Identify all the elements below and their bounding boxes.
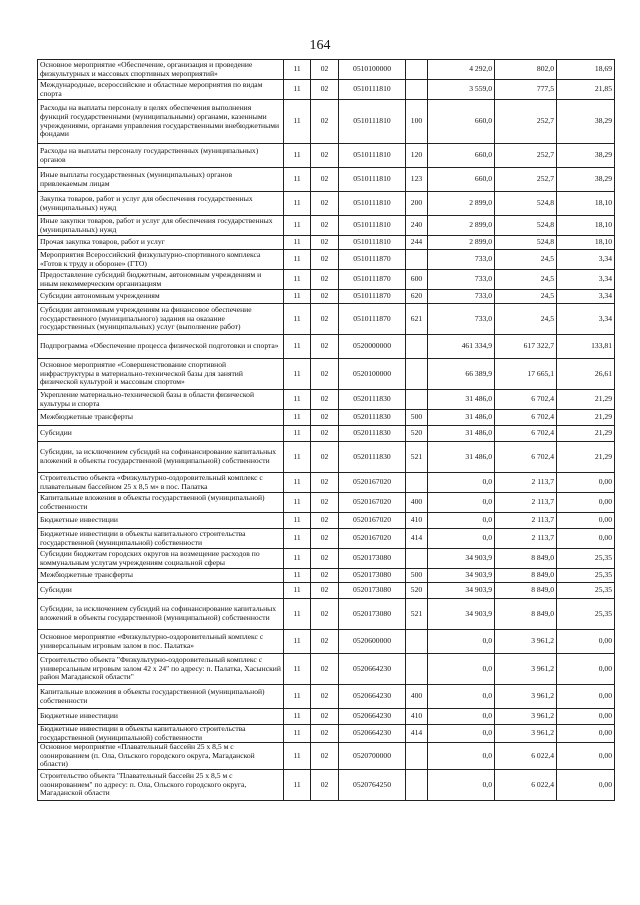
row-executed-cell: 6 702,4	[495, 442, 557, 473]
table-row	[38, 769, 615, 800]
row-razdel-cell: 11	[284, 654, 311, 685]
row-plan-cell: 31 486,0	[428, 390, 495, 410]
row-razdel-cell: 11	[284, 473, 311, 493]
row-executed-cell: 252,7	[495, 168, 557, 192]
row-podrazdel-cell: 02	[311, 529, 339, 549]
budget-table	[37, 59, 615, 801]
table-row	[38, 529, 615, 549]
row-name-cell: Бюджетные инвестиции	[38, 709, 284, 725]
row-razdel-cell: 11	[284, 192, 311, 216]
row-podrazdel-cell: 02	[311, 513, 339, 529]
row-executed-cell: 8 849,0	[495, 549, 557, 569]
row-percent-cell: 25,35	[557, 569, 615, 583]
row-target-article-cell: 0520600000	[339, 630, 406, 654]
row-percent-cell: 21,29	[557, 390, 615, 410]
row-podrazdel-cell: 02	[311, 192, 339, 216]
row-name-cell: Бюджетные инвестиции в объекты капитального строительства государственной (муниципальной) собственности	[38, 529, 284, 549]
row-razdel-cell: 11	[284, 549, 311, 569]
row-podrazdel-cell: 02	[311, 442, 339, 473]
row-plan-cell: 0,0	[428, 493, 495, 513]
row-razdel-cell: 11	[284, 250, 311, 270]
row-target-article-cell: 0520664230	[339, 709, 406, 725]
row-podrazdel-cell: 02	[311, 743, 339, 770]
row-plan-cell: 0,0	[428, 529, 495, 549]
row-plan-cell: 31 486,0	[428, 442, 495, 473]
row-target-article-cell: 0520167020	[339, 529, 406, 549]
row-name-cell: Субсидии автономным учреждениям на финансовое обеспечение государственного (муниципального) задания на оказание государственных (муниципальных) услуг (выполнение работ)	[38, 304, 284, 335]
row-executed-cell: 252,7	[495, 144, 557, 168]
row-expense-type-cell: 500	[406, 410, 428, 426]
row-name-cell: Расходы на выплаты персоналу в целях обеспечения выполнения функций государственными (муниципальными) органами, казенными учреждениями, органами управления государственными внебюджетными фондами	[38, 100, 284, 144]
table-row	[38, 583, 615, 599]
row-plan-cell: 660,0	[428, 144, 495, 168]
table-row	[38, 60, 615, 80]
table-row	[38, 549, 615, 569]
row-expense-type-cell: 400	[406, 685, 428, 709]
row-razdel-cell: 11	[284, 359, 311, 390]
row-razdel-cell: 11	[284, 80, 311, 100]
row-podrazdel-cell: 02	[311, 304, 339, 335]
row-podrazdel-cell: 02	[311, 168, 339, 192]
row-expense-type-cell	[406, 549, 428, 569]
row-podrazdel-cell: 02	[311, 250, 339, 270]
row-percent-cell: 18,10	[557, 236, 615, 250]
row-plan-cell: 31 486,0	[428, 426, 495, 442]
row-plan-cell: 660,0	[428, 168, 495, 192]
row-razdel-cell: 11	[284, 583, 311, 599]
row-podrazdel-cell: 02	[311, 493, 339, 513]
row-executed-cell: 777,5	[495, 80, 557, 100]
row-percent-cell: 3,34	[557, 304, 615, 335]
row-executed-cell: 6 702,4	[495, 390, 557, 410]
row-target-article-cell: 0510111870	[339, 270, 406, 290]
row-executed-cell: 2 113,7	[495, 493, 557, 513]
row-razdel-cell: 11	[284, 743, 311, 770]
row-expense-type-cell: 240	[406, 216, 428, 236]
row-expense-type-cell	[406, 335, 428, 359]
page-number: 164	[309, 38, 331, 53]
row-expense-type-cell	[406, 250, 428, 270]
row-executed-cell: 3 961,2	[495, 654, 557, 685]
row-expense-type-cell: 521	[406, 599, 428, 630]
row-executed-cell: 6 022,4	[495, 769, 557, 800]
row-razdel-cell: 11	[284, 442, 311, 473]
row-plan-cell: 461 334,9	[428, 335, 495, 359]
table-row	[38, 685, 615, 709]
row-razdel-cell: 11	[284, 60, 311, 80]
row-plan-cell: 0,0	[428, 725, 495, 743]
row-executed-cell: 24,5	[495, 250, 557, 270]
row-plan-cell: 733,0	[428, 290, 495, 304]
row-percent-cell: 3,34	[557, 290, 615, 304]
row-percent-cell: 38,29	[557, 100, 615, 144]
table-row	[38, 216, 615, 236]
row-expense-type-cell	[406, 473, 428, 493]
row-percent-cell: 25,35	[557, 549, 615, 569]
row-podrazdel-cell: 02	[311, 410, 339, 426]
row-executed-cell: 524,8	[495, 216, 557, 236]
row-podrazdel-cell: 02	[311, 685, 339, 709]
row-name-cell: Строительство объекта "Плавательный бассейн 25 х 8,5 м с озонированием" по адресу: п. Ола, Ольского городского округа, Магаданской области	[38, 769, 284, 800]
row-executed-cell: 8 849,0	[495, 583, 557, 599]
row-percent-cell: 0,00	[557, 654, 615, 685]
row-name-cell: Закупка товаров, работ и услуг для обеспечения государственных (муниципальных) нужд	[38, 192, 284, 216]
row-target-article-cell: 0520173080	[339, 569, 406, 583]
row-target-article-cell: 0520173080	[339, 549, 406, 569]
row-executed-cell: 8 849,0	[495, 569, 557, 583]
row-percent-cell: 0,00	[557, 493, 615, 513]
row-percent-cell: 38,29	[557, 168, 615, 192]
row-name-cell: Иные закупки товаров, работ и услуг для обеспечения государственных (муниципальных) нужд	[38, 216, 284, 236]
table-row	[38, 270, 615, 290]
row-target-article-cell: 0510111810	[339, 192, 406, 216]
row-name-cell: Основное мероприятие «Плавательный бассейн 25 х 8,5 м с озонированием (п. Ола, Ольского городского округа, Магаданской области)	[38, 743, 284, 770]
row-percent-cell: 0,00	[557, 513, 615, 529]
table-row	[38, 250, 615, 270]
row-plan-cell: 0,0	[428, 769, 495, 800]
row-expense-type-cell	[406, 60, 428, 80]
row-expense-type-cell: 410	[406, 513, 428, 529]
row-razdel-cell: 11	[284, 304, 311, 335]
row-razdel-cell: 11	[284, 685, 311, 709]
row-plan-cell: 0,0	[428, 709, 495, 725]
row-plan-cell: 34 903,9	[428, 569, 495, 583]
table-row	[38, 426, 615, 442]
row-target-article-cell: 0520167020	[339, 493, 406, 513]
row-razdel-cell: 11	[284, 236, 311, 250]
table-row	[38, 630, 615, 654]
row-name-cell: Мероприятия Всероссийский физкультурно-спортивного комплекса «Готов к труду и обороне» (ГТО)	[38, 250, 284, 270]
row-plan-cell: 0,0	[428, 654, 495, 685]
row-percent-cell: 0,00	[557, 743, 615, 770]
row-percent-cell: 21,85	[557, 80, 615, 100]
row-executed-cell: 3 961,2	[495, 709, 557, 725]
row-razdel-cell: 11	[284, 630, 311, 654]
row-name-cell: Субсидии	[38, 583, 284, 599]
row-plan-cell: 0,0	[428, 685, 495, 709]
row-percent-cell: 0,00	[557, 769, 615, 800]
row-target-article-cell: 0520167020	[339, 473, 406, 493]
row-target-article-cell: 0510111870	[339, 250, 406, 270]
row-razdel-cell: 11	[284, 144, 311, 168]
row-executed-cell: 2 113,7	[495, 473, 557, 493]
row-target-article-cell: 0510111870	[339, 304, 406, 335]
row-name-cell: Бюджетные инвестиции в объекты капитального строительства государственной (муниципальной) собственности	[38, 725, 284, 743]
row-target-article-cell: 0510111810	[339, 80, 406, 100]
row-razdel-cell: 11	[284, 769, 311, 800]
row-target-article-cell: 0520700000	[339, 743, 406, 770]
row-target-article-cell: 0520000000	[339, 335, 406, 359]
row-percent-cell: 25,35	[557, 599, 615, 630]
row-executed-cell: 524,8	[495, 236, 557, 250]
row-podrazdel-cell: 02	[311, 270, 339, 290]
row-razdel-cell: 11	[284, 529, 311, 549]
row-plan-cell: 0,0	[428, 473, 495, 493]
row-name-cell: Бюджетные инвестиции	[38, 513, 284, 529]
row-target-article-cell: 0510111810	[339, 144, 406, 168]
row-expense-type-cell: 120	[406, 144, 428, 168]
row-name-cell: Прочая закупка товаров, работ и услуг	[38, 236, 284, 250]
row-percent-cell: 26,61	[557, 359, 615, 390]
row-razdel-cell: 11	[284, 216, 311, 236]
table-row	[38, 304, 615, 335]
row-podrazdel-cell: 02	[311, 654, 339, 685]
row-expense-type-cell: 414	[406, 725, 428, 743]
table-row	[38, 599, 615, 630]
row-target-article-cell: 0520664230	[339, 725, 406, 743]
row-expense-type-cell	[406, 769, 428, 800]
row-name-cell: Субсидии	[38, 426, 284, 442]
row-plan-cell: 2 899,0	[428, 216, 495, 236]
row-target-article-cell: 0520764250	[339, 769, 406, 800]
row-plan-cell: 34 903,9	[428, 549, 495, 569]
row-razdel-cell: 11	[284, 390, 311, 410]
row-podrazdel-cell: 02	[311, 599, 339, 630]
row-name-cell: Субсидии автономным учреждениям	[38, 290, 284, 304]
table-row	[38, 654, 615, 685]
row-podrazdel-cell: 02	[311, 60, 339, 80]
row-podrazdel-cell: 02	[311, 359, 339, 390]
row-podrazdel-cell: 02	[311, 583, 339, 599]
row-name-cell: Субсидии бюджетам городских округов на возмещение расходов по коммунальным услугам учреждениям социальной сферы	[38, 549, 284, 569]
row-plan-cell: 2 899,0	[428, 236, 495, 250]
row-plan-cell: 4 292,0	[428, 60, 495, 80]
row-expense-type-cell: 521	[406, 442, 428, 473]
row-expense-type-cell	[406, 654, 428, 685]
row-target-article-cell: 0520664230	[339, 654, 406, 685]
row-target-article-cell: 0520173080	[339, 599, 406, 630]
row-name-cell: Международные, всероссийские и областные мероприятия по видам спорта	[38, 80, 284, 100]
row-expense-type-cell: 500	[406, 569, 428, 583]
row-razdel-cell: 11	[284, 599, 311, 630]
row-name-cell: Основное мероприятие «Совершенствование спортивной инфраструктуры в материально-технической базы для занятий физической культурой и массовым спортом»	[38, 359, 284, 390]
row-percent-cell: 18,10	[557, 216, 615, 236]
row-target-article-cell: 0520173080	[339, 583, 406, 599]
row-name-cell: Строительство объекта «Физкультурно-оздоровительный комплекс с плавательным бассейном 25 х 8,5 м» в пос. Палатка	[38, 473, 284, 493]
row-expense-type-cell: 244	[406, 236, 428, 250]
row-percent-cell: 18,69	[557, 60, 615, 80]
row-podrazdel-cell: 02	[311, 236, 339, 250]
row-expense-type-cell	[406, 359, 428, 390]
row-percent-cell: 0,00	[557, 685, 615, 709]
table-row	[38, 442, 615, 473]
table-row	[38, 390, 615, 410]
row-podrazdel-cell: 02	[311, 709, 339, 725]
row-podrazdel-cell: 02	[311, 473, 339, 493]
row-razdel-cell: 11	[284, 493, 311, 513]
row-name-cell: Строительство объекта "Физкультурно-оздоровительный комплекс с универсальным игровым залом 42 х 24" по адресу: п. Палатка, Хасынский район Магаданской области"	[38, 654, 284, 685]
row-podrazdel-cell: 02	[311, 290, 339, 304]
row-name-cell: Субсидии, за исключением субсидий на софинансирование капитальных вложений в объекты государственной (муниципальной) собственности	[38, 599, 284, 630]
row-executed-cell: 524,8	[495, 192, 557, 216]
row-executed-cell: 802,0	[495, 60, 557, 80]
row-target-article-cell: 0520111830	[339, 426, 406, 442]
row-plan-cell: 733,0	[428, 250, 495, 270]
row-target-article-cell: 0510111810	[339, 236, 406, 250]
row-razdel-cell: 11	[284, 410, 311, 426]
row-razdel-cell: 11	[284, 290, 311, 304]
row-plan-cell: 31 486,0	[428, 410, 495, 426]
row-percent-cell: 38,29	[557, 144, 615, 168]
row-executed-cell: 8 849,0	[495, 599, 557, 630]
row-name-cell: Расходы на выплаты персоналу государственных (муниципальных) органов	[38, 144, 284, 168]
row-executed-cell: 24,5	[495, 290, 557, 304]
row-plan-cell: 733,0	[428, 304, 495, 335]
row-target-article-cell: 0520111830	[339, 410, 406, 426]
row-plan-cell: 3 559,0	[428, 80, 495, 100]
row-percent-cell: 18,10	[557, 192, 615, 216]
table-row	[38, 725, 615, 743]
row-plan-cell: 66 389,9	[428, 359, 495, 390]
table-row	[38, 80, 615, 100]
row-executed-cell: 252,7	[495, 100, 557, 144]
row-target-article-cell: 0510111810	[339, 216, 406, 236]
row-percent-cell: 21,29	[557, 426, 615, 442]
row-name-cell: Иные выплаты государственных (муниципальных) органов привлекаемым лицам	[38, 168, 284, 192]
row-percent-cell: 0,00	[557, 725, 615, 743]
row-plan-cell: 0,0	[428, 630, 495, 654]
row-target-article-cell: 0520111830	[339, 390, 406, 410]
row-name-cell: Основное мероприятие «Обеспечение, организация и проведение физкультурных и массовых спортивных мероприятий»	[38, 60, 284, 80]
row-name-cell: Субсидии, за исключением субсидий на софинансирование капитальных вложений в объекты государственной (муниципальной) собственности	[38, 442, 284, 473]
row-executed-cell: 3 961,2	[495, 685, 557, 709]
row-plan-cell: 34 903,9	[428, 599, 495, 630]
row-expense-type-cell	[406, 743, 428, 770]
row-target-article-cell: 0520111830	[339, 442, 406, 473]
row-plan-cell: 0,0	[428, 513, 495, 529]
row-plan-cell: 0,0	[428, 743, 495, 770]
row-percent-cell: 0,00	[557, 709, 615, 725]
table-row	[38, 335, 615, 359]
row-executed-cell: 24,5	[495, 304, 557, 335]
row-razdel-cell: 11	[284, 100, 311, 144]
row-podrazdel-cell: 02	[311, 100, 339, 144]
table-row	[38, 290, 615, 304]
row-razdel-cell: 11	[284, 270, 311, 290]
row-razdel-cell: 11	[284, 709, 311, 725]
row-plan-cell: 34 903,9	[428, 583, 495, 599]
row-name-cell: Укрепление материально-технической базы в области физической культуры и спорта	[38, 390, 284, 410]
row-executed-cell: 3 961,2	[495, 630, 557, 654]
row-percent-cell: 0,00	[557, 529, 615, 549]
table-row	[38, 513, 615, 529]
row-executed-cell: 6 022,4	[495, 743, 557, 770]
row-percent-cell: 0,00	[557, 473, 615, 493]
row-expense-type-cell: 414	[406, 529, 428, 549]
table-row	[38, 359, 615, 390]
row-expense-type-cell: 520	[406, 583, 428, 599]
row-percent-cell: 3,34	[557, 270, 615, 290]
row-target-article-cell: 0510100000	[339, 60, 406, 80]
table-row	[38, 236, 615, 250]
row-expense-type-cell: 410	[406, 709, 428, 725]
row-expense-type-cell: 620	[406, 290, 428, 304]
row-target-article-cell: 0510111870	[339, 290, 406, 304]
table-row	[38, 493, 615, 513]
row-expense-type-cell: 100	[406, 100, 428, 144]
row-podrazdel-cell: 02	[311, 630, 339, 654]
row-name-cell: Капитальные вложения в объекты государственной (муниципальной) собственности	[38, 493, 284, 513]
row-name-cell: Подпрограмма «Обеспечение процесса физической подготовки и спорта»	[38, 335, 284, 359]
row-podrazdel-cell: 02	[311, 426, 339, 442]
row-target-article-cell: 0520167020	[339, 513, 406, 529]
row-plan-cell: 733,0	[428, 270, 495, 290]
row-razdel-cell: 11	[284, 569, 311, 583]
row-razdel-cell: 11	[284, 168, 311, 192]
row-podrazdel-cell: 02	[311, 549, 339, 569]
row-expense-type-cell: 200	[406, 192, 428, 216]
row-target-article-cell: 0520100000	[339, 359, 406, 390]
row-percent-cell: 3,34	[557, 250, 615, 270]
row-expense-type-cell: 621	[406, 304, 428, 335]
row-podrazdel-cell: 02	[311, 569, 339, 583]
row-name-cell: Межбюджетные трансферты	[38, 569, 284, 583]
row-target-article-cell: 0520664230	[339, 685, 406, 709]
table-row	[38, 473, 615, 493]
table-row	[38, 100, 615, 144]
row-podrazdel-cell: 02	[311, 335, 339, 359]
row-podrazdel-cell: 02	[311, 725, 339, 743]
table-row	[38, 410, 615, 426]
table-row	[38, 709, 615, 725]
row-target-article-cell: 0510111810	[339, 100, 406, 144]
row-expense-type-cell	[406, 390, 428, 410]
row-expense-type-cell: 400	[406, 493, 428, 513]
row-podrazdel-cell: 02	[311, 144, 339, 168]
row-percent-cell: 21,29	[557, 442, 615, 473]
row-name-cell: Капитальные вложения в объекты государственной (муниципальной) собственности	[38, 685, 284, 709]
row-podrazdel-cell: 02	[311, 769, 339, 800]
row-name-cell: Межбюджетные трансферты	[38, 410, 284, 426]
row-executed-cell: 3 961,2	[495, 725, 557, 743]
row-podrazdel-cell: 02	[311, 390, 339, 410]
row-razdel-cell: 11	[284, 513, 311, 529]
table-row	[38, 569, 615, 583]
row-plan-cell: 2 899,0	[428, 192, 495, 216]
table-row	[38, 168, 615, 192]
row-podrazdel-cell: 02	[311, 216, 339, 236]
row-expense-type-cell: 600	[406, 270, 428, 290]
table-row	[38, 144, 615, 168]
row-executed-cell: 17 665,1	[495, 359, 557, 390]
row-expense-type-cell	[406, 80, 428, 100]
row-percent-cell: 0,00	[557, 630, 615, 654]
row-executed-cell: 6 702,4	[495, 410, 557, 426]
row-razdel-cell: 11	[284, 725, 311, 743]
row-executed-cell: 617 322,7	[495, 335, 557, 359]
table-row	[38, 743, 615, 770]
row-podrazdel-cell: 02	[311, 80, 339, 100]
row-razdel-cell: 11	[284, 426, 311, 442]
row-name-cell: Основное мероприятие «Физкультурно-оздоровительный комплекс с универсальным игровым залом в пос. Палатка»	[38, 630, 284, 654]
row-expense-type-cell: 123	[406, 168, 428, 192]
row-executed-cell: 2 113,7	[495, 529, 557, 549]
row-expense-type-cell	[406, 630, 428, 654]
row-percent-cell: 133,81	[557, 335, 615, 359]
table-row	[38, 192, 615, 216]
row-name-cell: Предоставление субсидий бюджетным, автономным учреждениям и иным некоммерческим организациям	[38, 270, 284, 290]
row-percent-cell: 25,35	[557, 583, 615, 599]
row-plan-cell: 660,0	[428, 100, 495, 144]
row-razdel-cell: 11	[284, 335, 311, 359]
row-executed-cell: 2 113,7	[495, 513, 557, 529]
row-target-article-cell: 0510111810	[339, 168, 406, 192]
row-executed-cell: 24,5	[495, 270, 557, 290]
row-expense-type-cell: 520	[406, 426, 428, 442]
row-percent-cell: 21,29	[557, 410, 615, 426]
row-executed-cell: 6 702,4	[495, 426, 557, 442]
